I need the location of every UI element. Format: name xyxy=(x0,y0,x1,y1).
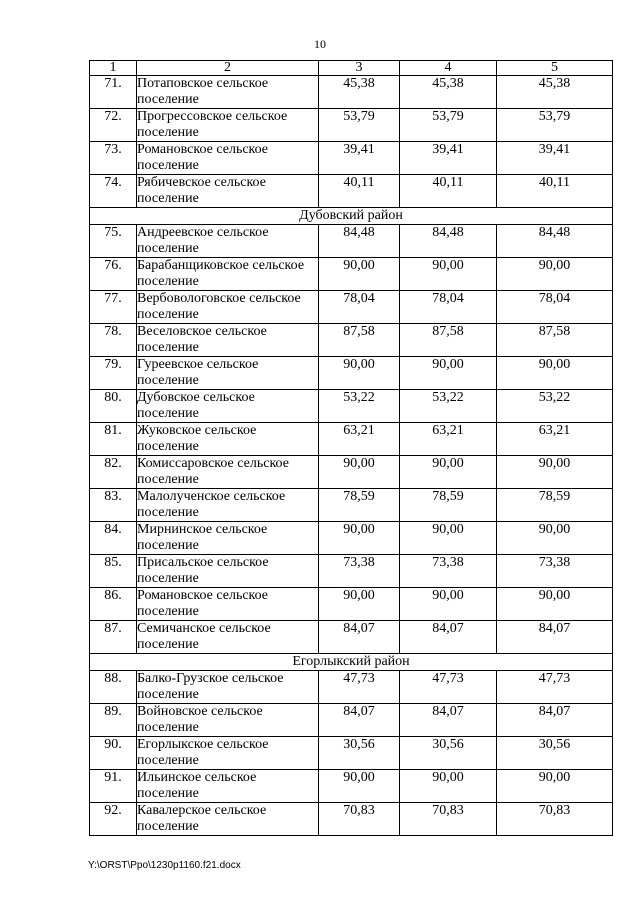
value-col-3: 47,73 xyxy=(319,671,400,704)
settlement-name: Войновское сельское поселение xyxy=(137,704,319,737)
page-number: 10 xyxy=(314,37,326,51)
value-col-3: 84,48 xyxy=(319,225,400,258)
table-row xyxy=(90,175,613,208)
table-row xyxy=(90,142,613,175)
value-col-5: 87,58 xyxy=(497,324,613,357)
value-col-5: 53,22 xyxy=(497,390,613,423)
value-col-4: 90,00 xyxy=(400,258,497,291)
table-row xyxy=(90,522,613,555)
value-col-4: 45,38 xyxy=(400,76,497,109)
value-col-4: 90,00 xyxy=(400,522,497,555)
settlement-name: Рябичевское сельское поселение xyxy=(137,175,319,208)
value-col-5: 70,83 xyxy=(497,803,613,836)
value-col-4: 73,38 xyxy=(400,555,497,588)
settlement-name: Гуреевское сельское поселение xyxy=(137,357,319,390)
table-row xyxy=(90,390,613,423)
table-row xyxy=(90,324,613,357)
value-col-3: 90,00 xyxy=(319,522,400,555)
table-header-row xyxy=(90,61,613,76)
value-col-4: 39,41 xyxy=(400,142,497,175)
value-col-3: 90,00 xyxy=(319,456,400,489)
table-row xyxy=(90,704,613,737)
header-cell-1: 1 xyxy=(90,61,137,76)
table-row xyxy=(90,489,613,522)
value-col-4: 90,00 xyxy=(400,357,497,390)
value-col-3: 63,21 xyxy=(319,423,400,456)
table-row xyxy=(90,291,613,324)
settlement-name: Жуковское сельское поселение xyxy=(137,423,319,456)
value-col-4: 63,21 xyxy=(400,423,497,456)
table-row xyxy=(90,258,613,291)
value-col-3: 53,79 xyxy=(319,109,400,142)
value-col-3: 78,04 xyxy=(319,291,400,324)
value-col-3: 90,00 xyxy=(319,770,400,803)
row-number: 92. xyxy=(90,803,137,836)
settlement-name: Дубовское сельское поселение xyxy=(137,390,319,423)
header-cell-5: 5 xyxy=(497,61,613,76)
settlement-name: Комиссаровское сельское поселение xyxy=(137,456,319,489)
value-col-5: 40,11 xyxy=(497,175,613,208)
value-col-4: 78,59 xyxy=(400,489,497,522)
row-number: 88. xyxy=(90,671,137,704)
row-number: 79. xyxy=(90,357,137,390)
value-col-5: 90,00 xyxy=(497,456,613,489)
value-col-4: 47,73 xyxy=(400,671,497,704)
row-number: 74. xyxy=(90,175,137,208)
settlement-name: Мирнинское сельское поселение xyxy=(137,522,319,555)
district-name: Дубовский район xyxy=(90,208,613,225)
value-col-3: 45,38 xyxy=(319,76,400,109)
value-col-3: 39,41 xyxy=(319,142,400,175)
table-row xyxy=(90,803,613,836)
value-col-4: 90,00 xyxy=(400,770,497,803)
settlement-name: Егорлыкское сельское поселение xyxy=(137,737,319,770)
table-row xyxy=(90,423,613,456)
row-number: 84. xyxy=(90,522,137,555)
value-col-5: 47,73 xyxy=(497,671,613,704)
value-col-3: 90,00 xyxy=(319,258,400,291)
header-cell-4: 4 xyxy=(400,61,497,76)
value-col-5: 63,21 xyxy=(497,423,613,456)
value-col-3: 90,00 xyxy=(319,588,400,621)
value-col-3: 84,07 xyxy=(319,621,400,654)
table-row xyxy=(90,456,613,489)
settlement-name: Вербовологовское сельское поселение xyxy=(137,291,319,324)
value-col-4: 53,79 xyxy=(400,109,497,142)
value-col-4: 90,00 xyxy=(400,588,497,621)
settlement-name: Романовское сельское поселение xyxy=(137,142,319,175)
value-col-5: 90,00 xyxy=(497,357,613,390)
row-number: 86. xyxy=(90,588,137,621)
value-col-4: 78,04 xyxy=(400,291,497,324)
value-col-4: 84,48 xyxy=(400,225,497,258)
value-col-4: 87,58 xyxy=(400,324,497,357)
district-name: Егорлыкский район xyxy=(90,654,613,671)
settlement-name: Веселовское сельское поселение xyxy=(137,324,319,357)
value-col-5: 73,38 xyxy=(497,555,613,588)
value-col-5: 78,04 xyxy=(497,291,613,324)
table-row xyxy=(90,76,613,109)
settlement-name: Малолученское сельское поселение xyxy=(137,489,319,522)
settlement-name: Присальское сельское поселение xyxy=(137,555,319,588)
value-col-4: 84,07 xyxy=(400,621,497,654)
table-row xyxy=(90,225,613,258)
row-number: 81. xyxy=(90,423,137,456)
settlement-name: Кавалерское сельское поселение xyxy=(137,803,319,836)
value-col-3: 78,59 xyxy=(319,489,400,522)
row-number: 72. xyxy=(90,109,137,142)
settlement-name: Балко-Грузское сельское поселение xyxy=(137,671,319,704)
row-number: 78. xyxy=(90,324,137,357)
value-col-4: 84,07 xyxy=(400,704,497,737)
value-col-3: 30,56 xyxy=(319,737,400,770)
value-col-3: 70,83 xyxy=(319,803,400,836)
row-number: 80. xyxy=(90,390,137,423)
row-number: 85. xyxy=(90,555,137,588)
value-col-4: 40,11 xyxy=(400,175,497,208)
row-number: 76. xyxy=(90,258,137,291)
district-header-row xyxy=(90,654,613,671)
value-col-5: 90,00 xyxy=(497,258,613,291)
row-number: 75. xyxy=(90,225,137,258)
value-col-5: 78,59 xyxy=(497,489,613,522)
table-row xyxy=(90,737,613,770)
settlement-name: Семичанское сельское поселение xyxy=(137,621,319,654)
header-cell-3: 3 xyxy=(319,61,400,76)
value-col-4: 70,83 xyxy=(400,803,497,836)
value-col-3: 40,11 xyxy=(319,175,400,208)
value-col-5: 84,48 xyxy=(497,225,613,258)
settlements-table xyxy=(89,60,613,836)
value-col-3: 90,00 xyxy=(319,357,400,390)
value-col-4: 30,56 xyxy=(400,737,497,770)
district-header-row xyxy=(90,208,613,225)
table-row xyxy=(90,621,613,654)
row-number: 90. xyxy=(90,737,137,770)
value-col-4: 90,00 xyxy=(400,456,497,489)
value-col-5: 45,38 xyxy=(497,76,613,109)
value-col-5: 90,00 xyxy=(497,522,613,555)
value-col-3: 73,38 xyxy=(319,555,400,588)
value-col-5: 84,07 xyxy=(497,621,613,654)
value-col-5: 84,07 xyxy=(497,704,613,737)
settlement-name: Потаповское сельское поселение xyxy=(137,76,319,109)
value-col-4: 53,22 xyxy=(400,390,497,423)
value-col-3: 53,22 xyxy=(319,390,400,423)
settlement-name: Андреевское сельское поселение xyxy=(137,225,319,258)
file-path-footer: Y:\ORST\Ppo\1230p1160.f21.docx xyxy=(88,860,241,871)
row-number: 91. xyxy=(90,770,137,803)
table-row xyxy=(90,671,613,704)
row-number: 83. xyxy=(90,489,137,522)
table-row xyxy=(90,555,613,588)
table-row xyxy=(90,770,613,803)
value-col-5: 53,79 xyxy=(497,109,613,142)
settlement-name: Ильинское сельское поселение xyxy=(137,770,319,803)
settlement-name: Романовское сельское поселение xyxy=(137,588,319,621)
settlement-name: Прогрессовское сельское поселение xyxy=(137,109,319,142)
row-number: 89. xyxy=(90,704,137,737)
row-number: 71. xyxy=(90,76,137,109)
value-col-5: 90,00 xyxy=(497,770,613,803)
header-cell-2: 2 xyxy=(137,61,319,76)
table-row xyxy=(90,109,613,142)
value-col-3: 87,58 xyxy=(319,324,400,357)
settlement-name: Барабанщиковское сельское поселение xyxy=(137,258,319,291)
row-number: 87. xyxy=(90,621,137,654)
value-col-3: 84,07 xyxy=(319,704,400,737)
value-col-5: 90,00 xyxy=(497,588,613,621)
row-number: 77. xyxy=(90,291,137,324)
row-number: 82. xyxy=(90,456,137,489)
value-col-5: 39,41 xyxy=(497,142,613,175)
table-row xyxy=(90,588,613,621)
value-col-5: 30,56 xyxy=(497,737,613,770)
table-row xyxy=(90,357,613,390)
row-number: 73. xyxy=(90,142,137,175)
